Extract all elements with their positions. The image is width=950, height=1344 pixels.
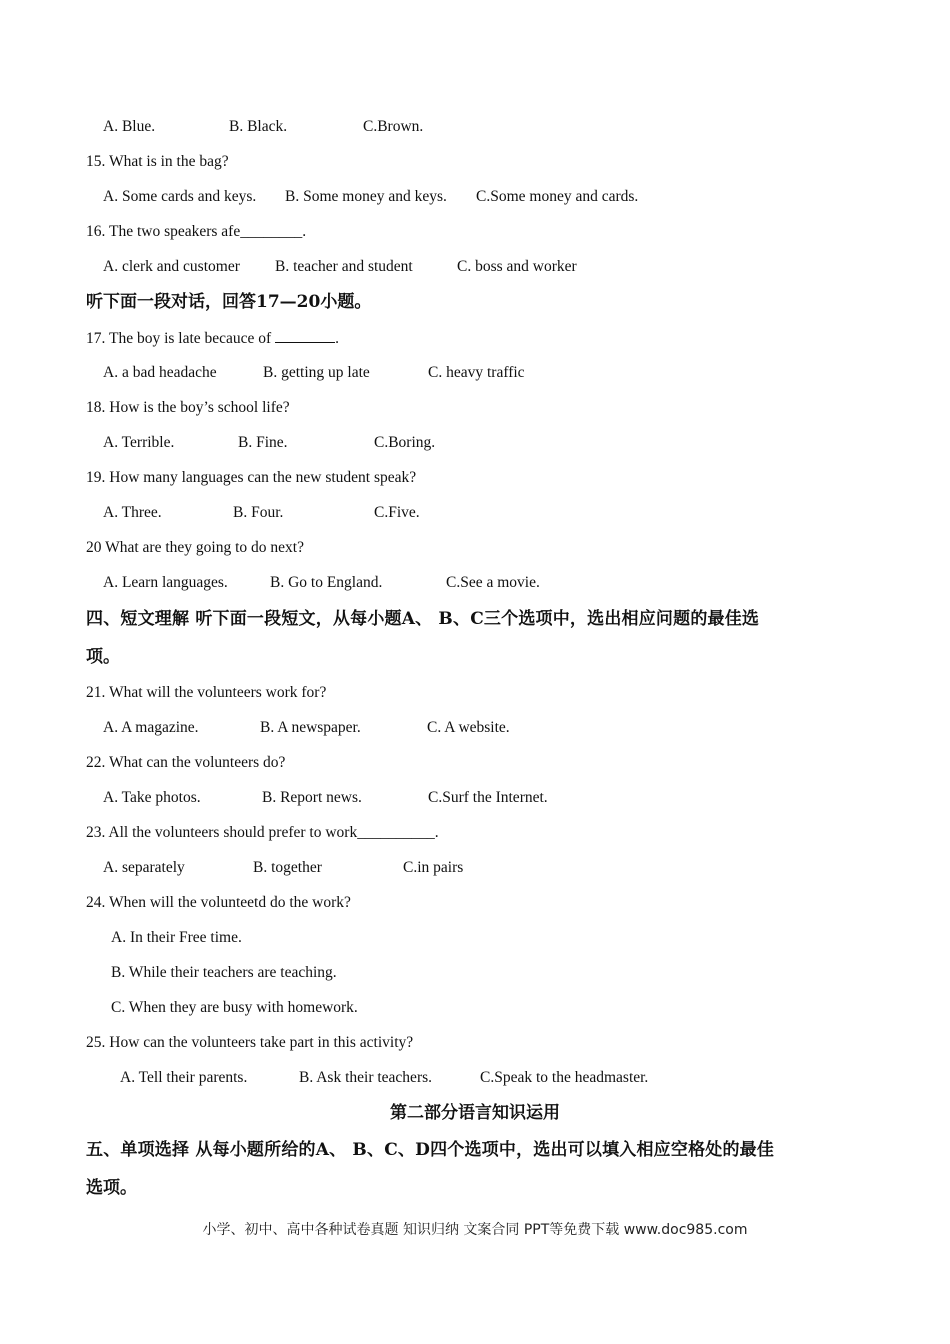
q22-option-b: B. Report news.	[262, 789, 362, 806]
q23-question: 23. All the volunteers should prefer to work__________.	[86, 824, 439, 841]
section-17-20-heading: 听下面一段对话，回答17—20小题。	[86, 292, 372, 312]
q15-option-b: B. Some money and keys.	[285, 188, 447, 205]
q25-option-b: B. Ask their teachers.	[299, 1069, 433, 1086]
q24-option-a: A. In their Free time.	[111, 929, 242, 946]
q22-option-a: A. Take photos.	[103, 789, 201, 806]
page-footer: 小学、初中、高中各种试卷真题 知识归纳 文案合同 PPT等免费下载 www.doc985.com	[202, 1222, 748, 1238]
q25-option-c: C.Speak to the headmaster.	[480, 1069, 649, 1086]
section-4-heading-line1: 四、短文理解 听下面一段短文，从每小题A、 B、C三个选项中，选出相应问题的最佳选	[86, 609, 760, 629]
q16-option-b: B. teacher and student	[275, 258, 413, 275]
q14-option-a: A. Blue.	[103, 118, 156, 135]
q18-option-b: B. Fine.	[238, 434, 288, 451]
q16-option-a: A. clerk and customer	[103, 258, 240, 275]
q20-question: 20 What are they going to do next?	[86, 539, 304, 556]
q14-option-b: B. Black.	[229, 118, 288, 135]
q24-option-c: C. When they are busy with homework.	[111, 999, 358, 1016]
q14-option-c: C.Brown.	[363, 118, 424, 135]
q23-option-b: B. together	[253, 859, 322, 876]
q23-option-a: A. separately	[103, 859, 185, 876]
q15-option-c: C.Some money and cards.	[476, 188, 639, 205]
q25-option-a: A. Tell their parents.	[120, 1069, 248, 1086]
q21-option-b: B. A newspaper.	[260, 719, 361, 736]
q19-option-a: A. Three.	[103, 504, 162, 521]
q17-option-a: A. a bad headache	[103, 364, 217, 381]
q17-question-prefix: 17. The boy is late becauce of	[86, 330, 276, 347]
q18-question: 18. How is the boy’s school life?	[86, 399, 290, 416]
q22-option-c: C.Surf the Internet.	[428, 789, 548, 806]
q16-option-c: C. boss and worker	[457, 258, 577, 275]
q17-option-b: B. getting up late	[263, 364, 370, 381]
q19-option-b: B. Four.	[233, 504, 284, 521]
q20-option-a: A. Learn languages.	[103, 574, 228, 591]
q16-question: 16. The two speakers afe________.	[86, 223, 307, 240]
q19-question: 19. How many languages can the new student speak?	[86, 469, 417, 486]
q20-option-b: B. Go to England.	[270, 574, 383, 591]
q18-option-c: C.Boring.	[374, 434, 436, 451]
q15-option-a: A. Some cards and keys.	[103, 188, 257, 205]
q21-question: 21. What will the volunteers work for?	[86, 684, 327, 701]
q23-option-c: C.in pairs	[403, 859, 464, 876]
part-2-title: 第二部分语言知识运用	[390, 1103, 560, 1123]
q17-option-c: C. heavy traffic	[428, 364, 525, 381]
section-4-heading-line2: 项。	[86, 647, 120, 667]
q22-question: 22. What can the volunteers do?	[86, 754, 286, 771]
q25-question: 25. How can the volunteers take part in this activity?	[86, 1034, 414, 1051]
q17-question	[86, 328, 339, 349]
q18-option-a: A. Terrible.	[103, 434, 175, 451]
q20-option-c: C.See a movie.	[446, 574, 540, 591]
section-5-heading-line2: 选项。	[86, 1178, 137, 1198]
q17-question-suffix: .	[335, 330, 339, 347]
q17-blank	[275, 328, 335, 343]
q24-question: 24. When will the volunteetd do the work?	[86, 894, 351, 911]
q24-option-b: B. While their teachers are teaching.	[111, 964, 337, 981]
q15-question: 15. What is in the bag?	[86, 153, 229, 170]
q19-option-c: C.Five.	[374, 504, 420, 521]
q21-option-c: C. A website.	[427, 719, 510, 736]
q21-option-a: A. A magazine.	[103, 719, 199, 736]
section-5-heading-line1: 五、单项选择 从每小题所给的A、 B、C、D四个选项中，选出可以填入相应空格处的最佳	[86, 1140, 775, 1160]
